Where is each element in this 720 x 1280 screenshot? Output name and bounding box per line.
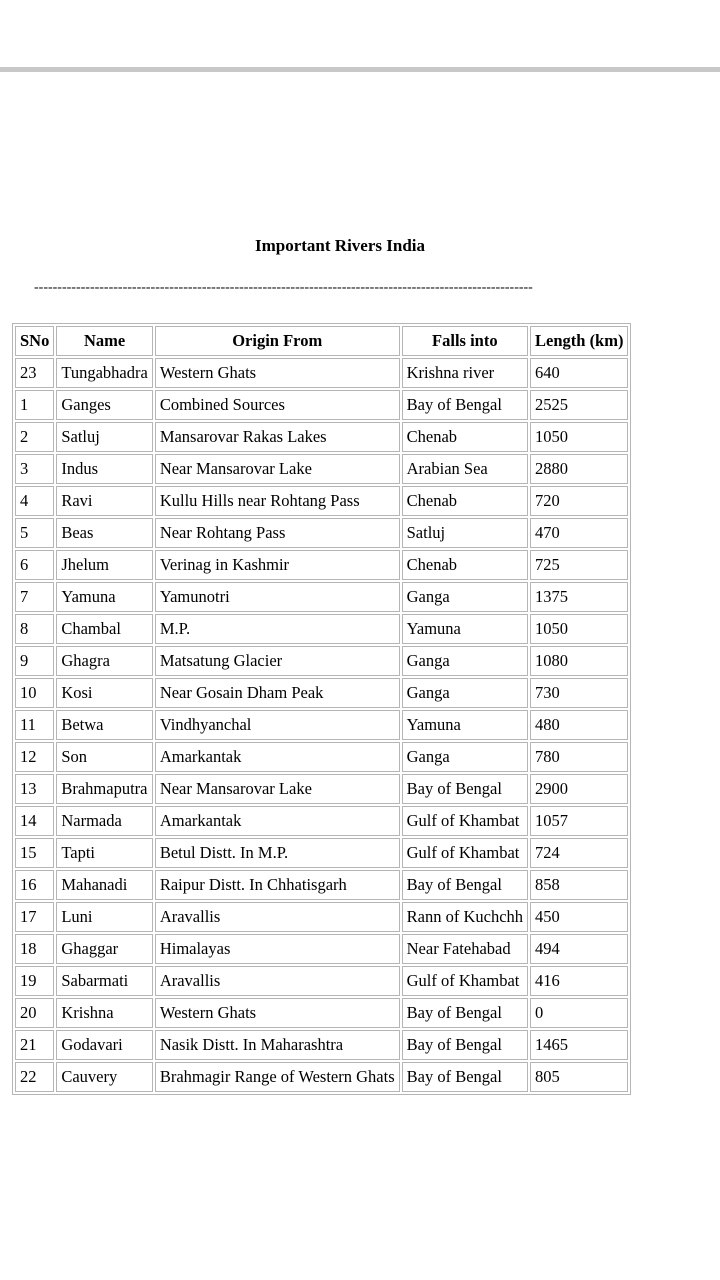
- cell-sno: 20: [15, 998, 54, 1028]
- cell-origin: Combined Sources: [155, 390, 400, 420]
- cell-sno: 7: [15, 582, 54, 612]
- cell-falls-into: Chenab: [402, 422, 528, 452]
- cell-name: Kosi: [56, 678, 152, 708]
- cell-name: Tungabhadra: [56, 358, 152, 388]
- cell-sno: 22: [15, 1062, 54, 1092]
- table-row: [15, 358, 628, 388]
- cell-falls-into: Ganga: [402, 582, 528, 612]
- cell-falls-into: Satluj: [402, 518, 528, 548]
- table-row: [15, 998, 628, 1028]
- cell-falls-into: Bay of Bengal: [402, 870, 528, 900]
- cell-name: Brahmaputra: [56, 774, 152, 804]
- table-row: [15, 710, 628, 740]
- cell-falls-into: Ganga: [402, 646, 528, 676]
- cell-falls-into: Gulf of Khambat: [402, 966, 528, 996]
- cell-length: 2900: [530, 774, 628, 804]
- table-row: [15, 742, 628, 772]
- cell-length: 1050: [530, 422, 628, 452]
- cell-origin: Near Gosain Dham Peak: [155, 678, 400, 708]
- table-row: [15, 774, 628, 804]
- cell-name: Jhelum: [56, 550, 152, 580]
- table-row: [15, 422, 628, 452]
- table-row: [15, 870, 628, 900]
- cell-name: Godavari: [56, 1030, 152, 1060]
- cell-length: 720: [530, 486, 628, 516]
- cell-length: 416: [530, 966, 628, 996]
- table-row: [15, 486, 628, 516]
- table-row: [15, 838, 628, 868]
- cell-falls-into: Bay of Bengal: [402, 1030, 528, 1060]
- table-row: [15, 518, 628, 548]
- cell-origin: Nasik Distt. In Maharashtra: [155, 1030, 400, 1060]
- table-row: [15, 390, 628, 420]
- cell-length: 1050: [530, 614, 628, 644]
- cell-sno: 23: [15, 358, 54, 388]
- cell-length: 0: [530, 998, 628, 1028]
- cell-name: Ghaggar: [56, 934, 152, 964]
- cell-falls-into: Chenab: [402, 486, 528, 516]
- cell-length: 805: [530, 1062, 628, 1092]
- cell-falls-into: Yamuna: [402, 710, 528, 740]
- cell-length: 470: [530, 518, 628, 548]
- cell-sno: 6: [15, 550, 54, 580]
- cell-length: 780: [530, 742, 628, 772]
- cell-sno: 16: [15, 870, 54, 900]
- cell-name: Yamuna: [56, 582, 152, 612]
- cell-origin: Near Mansarovar Lake: [155, 774, 400, 804]
- cell-name: Mahanadi: [56, 870, 152, 900]
- cell-falls-into: Krishna river: [402, 358, 528, 388]
- cell-name: Satluj: [56, 422, 152, 452]
- cell-length: 2880: [530, 454, 628, 484]
- top-divider-bar: [0, 67, 720, 72]
- cell-origin: Western Ghats: [155, 358, 400, 388]
- cell-origin: Western Ghats: [155, 998, 400, 1028]
- cell-sno: 10: [15, 678, 54, 708]
- dashed-separator: -----------------------------------------------------------------------------------------------------------: [34, 280, 533, 295]
- table-row: [15, 582, 628, 612]
- cell-sno: 1: [15, 390, 54, 420]
- cell-falls-into: Bay of Bengal: [402, 774, 528, 804]
- cell-origin: Mansarovar Rakas Lakes: [155, 422, 400, 452]
- cell-origin: Raipur Distt. In Chhatisgarh: [155, 870, 400, 900]
- page-title: Important Rivers India: [254, 236, 425, 255]
- cell-falls-into: Rann of Kuchchh: [402, 902, 528, 932]
- cell-origin: Yamunotri: [155, 582, 400, 612]
- cell-name: Ravi: [56, 486, 152, 516]
- cell-sno: 19: [15, 966, 54, 996]
- cell-length: 858: [530, 870, 628, 900]
- cell-name: Tapti: [56, 838, 152, 868]
- cell-sno: 18: [15, 934, 54, 964]
- cell-sno: 17: [15, 902, 54, 932]
- cell-falls-into: Ganga: [402, 742, 528, 772]
- cell-name: Beas: [56, 518, 152, 548]
- cell-length: 1375: [530, 582, 628, 612]
- cell-origin: Aravallis: [155, 902, 400, 932]
- cell-name: Luni: [56, 902, 152, 932]
- cell-origin: Betul Distt. In M.P.: [155, 838, 400, 868]
- cell-name: Sabarmati: [56, 966, 152, 996]
- cell-falls-into: Bay of Bengal: [402, 390, 528, 420]
- cell-name: Cauvery: [56, 1062, 152, 1092]
- cell-falls-into: Gulf of Khambat: [402, 838, 528, 868]
- cell-origin: Amarkantak: [155, 806, 400, 836]
- cell-length: 2525: [530, 390, 628, 420]
- header-sno: SNo: [15, 326, 54, 356]
- cell-origin: Near Mansarovar Lake: [155, 454, 400, 484]
- cell-length: 1057: [530, 806, 628, 836]
- cell-origin: Near Rohtang Pass: [155, 518, 400, 548]
- cell-origin: Kullu Hills near Rohtang Pass: [155, 486, 400, 516]
- cell-name: Indus: [56, 454, 152, 484]
- cell-length: 725: [530, 550, 628, 580]
- cell-falls-into: Near Fatehabad: [402, 934, 528, 964]
- cell-name: Krishna: [56, 998, 152, 1028]
- table-row: [15, 902, 628, 932]
- cell-falls-into: Bay of Bengal: [402, 1062, 528, 1092]
- cell-origin: Amarkantak: [155, 742, 400, 772]
- cell-name: Betwa: [56, 710, 152, 740]
- cell-falls-into: Arabian Sea: [402, 454, 528, 484]
- cell-sno: 4: [15, 486, 54, 516]
- header-length: Length (km): [530, 326, 628, 356]
- cell-length: 494: [530, 934, 628, 964]
- cell-length: 480: [530, 710, 628, 740]
- cell-length: 730: [530, 678, 628, 708]
- cell-sno: 21: [15, 1030, 54, 1060]
- table-row: [15, 1062, 628, 1092]
- cell-sno: 11: [15, 710, 54, 740]
- cell-origin: Verinag in Kashmir: [155, 550, 400, 580]
- table-row: [15, 1030, 628, 1060]
- cell-sno: 3: [15, 454, 54, 484]
- cell-falls-into: Gulf of Khambat: [402, 806, 528, 836]
- cell-sno: 8: [15, 614, 54, 644]
- table-row: [15, 934, 628, 964]
- cell-falls-into: Yamuna: [402, 614, 528, 644]
- cell-sno: 14: [15, 806, 54, 836]
- cell-falls-into: Bay of Bengal: [402, 998, 528, 1028]
- header-origin: Origin From: [155, 326, 400, 356]
- cell-length: 450: [530, 902, 628, 932]
- cell-sno: 9: [15, 646, 54, 676]
- table-row: [15, 550, 628, 580]
- cell-length: 1465: [530, 1030, 628, 1060]
- cell-sno: 15: [15, 838, 54, 868]
- header-falls-into: Falls into: [402, 326, 528, 356]
- cell-sno: 13: [15, 774, 54, 804]
- cell-origin: Aravallis: [155, 966, 400, 996]
- cell-length: 724: [530, 838, 628, 868]
- cell-origin: Brahmagir Range of Western Ghats: [155, 1062, 400, 1092]
- cell-length: 640: [530, 358, 628, 388]
- cell-origin: Vindhyanchal: [155, 710, 400, 740]
- cell-falls-into: Ganga: [402, 678, 528, 708]
- cell-sno: 5: [15, 518, 54, 548]
- cell-falls-into: Chenab: [402, 550, 528, 580]
- table-row: [15, 614, 628, 644]
- cell-origin: Matsatung Glacier: [155, 646, 400, 676]
- cell-origin: M.P.: [155, 614, 400, 644]
- table-row: [15, 646, 628, 676]
- cell-name: Narmada: [56, 806, 152, 836]
- cell-length: 1080: [530, 646, 628, 676]
- header-name: Name: [56, 326, 152, 356]
- table-row: [15, 454, 628, 484]
- cell-name: Ghagra: [56, 646, 152, 676]
- cell-sno: 12: [15, 742, 54, 772]
- table-row: [15, 806, 628, 836]
- cell-name: Ganges: [56, 390, 152, 420]
- table-row: [15, 678, 628, 708]
- cell-name: Son: [56, 742, 152, 772]
- cell-name: Chambal: [56, 614, 152, 644]
- cell-origin: Himalayas: [155, 934, 400, 964]
- cell-sno: 2: [15, 422, 54, 452]
- table-header-row: [15, 326, 628, 356]
- rivers-table: [12, 323, 631, 1095]
- table-row: [15, 966, 628, 996]
